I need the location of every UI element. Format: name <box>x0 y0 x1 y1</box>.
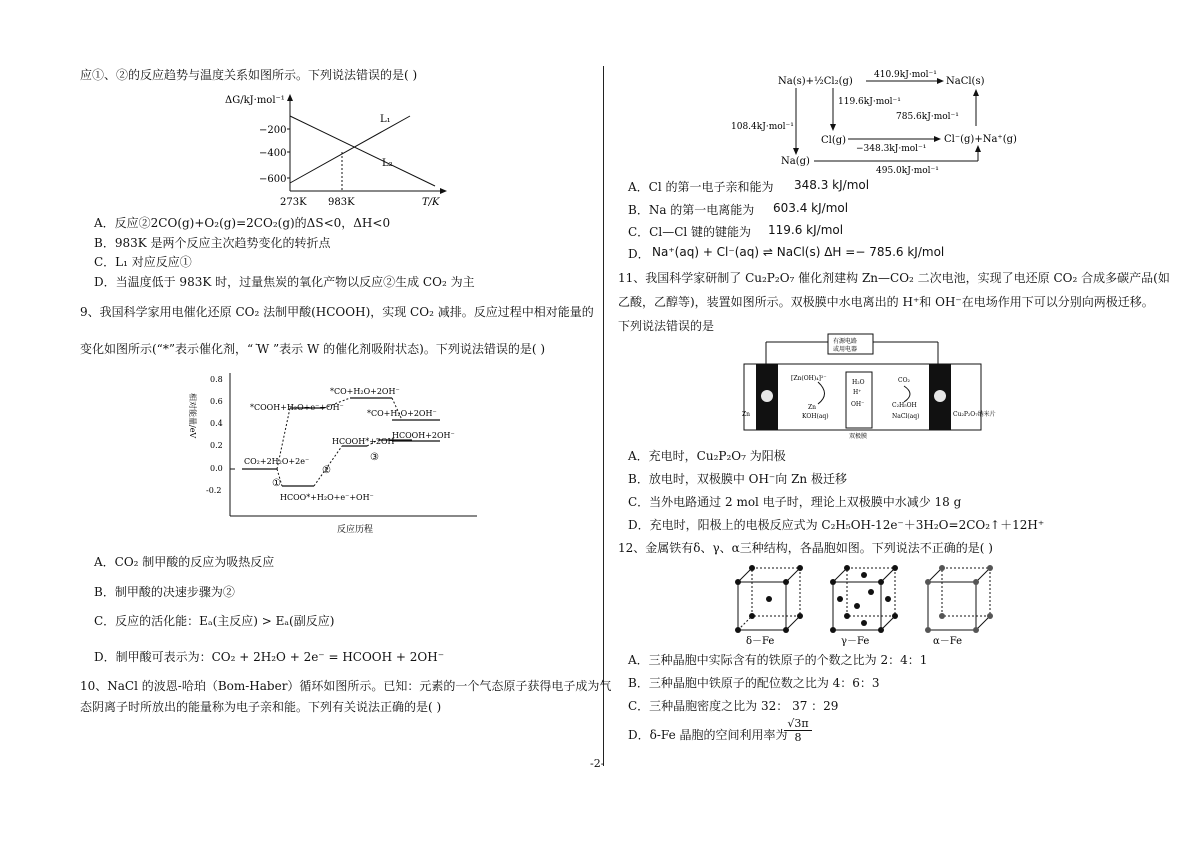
battery-h: H⁺ <box>853 389 862 396</box>
q8-stem: 应①、②的反应趋势与温度关系如图所示。下列说法错误的是( ) <box>80 68 418 82</box>
alpha-fe-cell <box>925 565 993 633</box>
battery-ethanol: C₂H₅OH <box>892 402 917 409</box>
cycle-e1: 410.9kJ·mol⁻¹ <box>874 70 937 80</box>
q12-option-d-fraction <box>784 717 812 744</box>
q9-level-label: CO₂+2H₂O+2e⁻ <box>244 457 310 466</box>
fraction-denominator: 8 <box>794 731 802 744</box>
q9-stem-1: 9、我国科学家用电催化还原 CO₂ 法制甲酸(HCOOH)，实现 CO₂ 减排。反应过程中相对能量的 <box>80 305 594 319</box>
q9-ytick: 0.2 <box>210 441 223 450</box>
q11-stem-2: 乙酸，乙醇等)，装置如图所示。双极膜中水电离出的 H⁺和 OH⁻在电场作用下可以分别向两极迁移。 <box>618 295 1154 309</box>
q10-option-d-label: D． <box>628 247 650 261</box>
q9-chart <box>188 368 492 540</box>
cell-label: γ－Fe <box>841 636 870 647</box>
cell-label: δ－Fe <box>746 636 775 647</box>
cell-label: α－Fe <box>933 636 963 647</box>
q8-l2-label: L₂ <box>382 158 393 169</box>
cycle-e2: 119.6kJ·mol⁻¹ <box>838 97 901 107</box>
battery-zn: Zn <box>808 404 817 411</box>
q10-stem-1: 10、NaCl 的波恩-哈珀（Bom-Haber）循环如图所示。已知：元素的一个气态原子获得电子成为气 <box>80 679 612 693</box>
cycle-nag: Na(g) <box>781 156 810 167</box>
q8-xtick: 273K <box>280 197 307 208</box>
cycle-e3: 785.6kJ·mol⁻¹ <box>896 112 959 122</box>
q8-option-d: D．当温度低于 983K 时，过量焦炭的氧化产物以反应②生成 CO₂ 为主 <box>94 275 475 289</box>
q9-level-label: *CO+H₂O+2OH⁻ <box>367 409 437 418</box>
q8-option-a: A．反应②2CO(g)+O₂(g)=2CO₂(g)的ΔS<0，ΔH<0 <box>94 216 391 230</box>
gamma-fe-cell <box>830 565 898 633</box>
q8-ylabel: ΔG/kJ·mol⁻¹ <box>225 95 285 106</box>
q8-ytick: −400 <box>259 148 287 159</box>
q8-l1-label: L₁ <box>380 114 391 125</box>
q10-stem-2: 态阴离子时所放出的能量称为电子亲和能。下列有关说法正确的是( ) <box>80 700 442 714</box>
q10-option-c-value: 119.6 kJ/mol <box>768 223 844 237</box>
q9-option-b: B．制甲酸的决速步骤为② <box>94 585 235 599</box>
q10-option-b-label: B．Na 的第一电离能为 <box>628 203 755 217</box>
q8-ytick: −600 <box>259 174 287 185</box>
q10-option-a-value: 348.3 kJ/mol <box>794 178 870 192</box>
q9-step-3: ③ <box>370 452 379 463</box>
q9-option-a: A．CO₂ 制甲酸的反应为吸热反应 <box>94 555 275 569</box>
q10-option-a-label: A．Cl 的第一电子亲和能为 <box>628 180 774 194</box>
q11-stem-1: 11、我国科学家研制了 Cu₂P₂O₇ 催化剂建构 Zn—CO₂ 二次电池，实现了电还原 CO₂ 合成多碳产品(如 <box>618 271 1170 285</box>
q11-option-c: C．当外电路通过 2 mol 电子时，理论上双极膜中水减少 18 g <box>628 495 962 509</box>
q9-ytick: 0.6 <box>210 397 223 406</box>
cycle-e5: −348.3kJ·mol⁻¹ <box>856 144 927 154</box>
q10-option-b-value: 603.4 kJ/mol <box>773 201 849 215</box>
crystal-cells <box>728 560 1028 648</box>
q8-ytick: −200 <box>259 125 287 136</box>
q9-option-c: C．反应的活化能：Eₐ(主反应) > Eₐ(副反应) <box>94 614 335 628</box>
q12-option-a: A．三种晶胞中实际含有的铁原子的个数之比为 2：4：1 <box>628 653 928 667</box>
q8-xtick: 983K <box>328 197 355 208</box>
q12-option-b: B．三种晶胞中铁原子的配位数之比为 4：6：3 <box>628 676 880 690</box>
q9-ytick: 0.4 <box>210 419 223 428</box>
battery-zn-complex: [Zn(OH)₄]²⁻ <box>791 375 827 382</box>
q9-level-label: *CO+H₂O+2OH⁻ <box>330 387 400 396</box>
cycle-e6: 495.0kJ·mol⁻¹ <box>876 166 939 176</box>
q10-option-d-value: Na⁺(aq) + Cl⁻(aq) ⇌ NaCl(s) ΔH =− 785.6 kJ/mol <box>652 245 945 259</box>
q8-xlabel: T/K <box>422 197 440 208</box>
q11-stem-3: 下列说法错误的是 <box>618 319 715 333</box>
q8-line-l1 <box>290 116 410 183</box>
q9-ylabel: 相对能量/eV <box>188 393 197 439</box>
battery-co2: CO₂ <box>898 377 910 384</box>
cycle-nacl: NaCl(s) <box>946 76 985 87</box>
q9-level-label: *COOH+H₂O+e⁻+OH⁻ <box>250 403 344 412</box>
battery-diagram <box>736 332 1036 444</box>
cycle-ions: Cl⁻(g)+Na⁺(g) <box>944 134 1017 145</box>
cycle-start: Na(s)+½Cl₂(g) <box>778 76 853 87</box>
battery-membrane: 双极膜 <box>849 433 868 440</box>
battery-top-label-2: 或用电器 <box>833 346 858 353</box>
fraction-numerator: √3π <box>784 717 812 731</box>
column-divider <box>603 66 604 766</box>
born-haber-cycle <box>726 66 1026 178</box>
q9-ytick: -0.2 <box>206 486 222 495</box>
q11-option-d: D．充电时，阳极上的电极反应式为 C₂H₅OH-12e⁻＋3H₂O=2CO₂↑＋12H⁺ <box>628 518 1045 532</box>
cycle-clg: Cl(g) <box>821 135 847 146</box>
battery-h2o: H₂O <box>852 379 865 386</box>
q9-xlabel: 反应历程 <box>337 525 374 535</box>
battery-right-electrode: Cu₂P₂O₇纳米片 <box>953 411 996 418</box>
q9-ytick: 0.0 <box>210 464 223 473</box>
q12-stem: 12、金属铁有δ、γ、α三种结构，各晶胞如图。下列说法不正确的是( ) <box>618 541 993 555</box>
q8-line-l2 <box>290 116 435 186</box>
q9-level-label: HCOO*+H₂O+e⁻+OH⁻ <box>280 493 374 502</box>
q9-ytick: 0.8 <box>210 375 223 384</box>
q11-option-a: A．充电时，Cu₂P₂O₇ 为阳极 <box>628 449 786 463</box>
q9-step-2: ② <box>322 465 331 476</box>
battery-nacl: NaCl(aq) <box>892 413 920 420</box>
q9-stem-2: 变化如图所示(“*”表示催化剂，“ ͘W ”表示 W 的催化剂吸附状态)。下列说法错误的是( ) <box>80 342 546 356</box>
q12-option-c: C．三种晶胞密度之比为 32： 37 ：29 <box>628 699 839 713</box>
battery-left-electrode: Zn <box>742 411 751 418</box>
q11-option-b: B．放电时，双极膜中 OH⁻向 Zn 极迁移 <box>628 472 847 486</box>
battery-top-label: 有源电路 <box>833 338 858 345</box>
q9-level-label: HCOOH+2OH⁻ <box>392 431 455 440</box>
q8-option-c: C．L₁ 对应反应① <box>94 255 192 269</box>
q8-chart <box>225 88 525 213</box>
page-number: -2- <box>590 757 605 770</box>
delta-fe-cell <box>735 565 803 633</box>
battery-koh: KOH(aq) <box>802 413 829 420</box>
q9-option-d: D．制甲酸可表示为：CO₂ + 2H₂O + 2e⁻ = HCOOH + 2OH⁻ <box>94 650 445 664</box>
q8-option-b: B．983K 是两个反应主次趋势变化的转折点 <box>94 236 331 250</box>
cycle-e4: 108.4kJ·mol⁻¹ <box>731 122 794 132</box>
q12-option-d: D．δ-Fe 晶胞的空间利用率为 <box>628 728 788 742</box>
battery-oh: OH⁻ <box>851 401 865 408</box>
q10-option-c-label: C．Cl—Cl 键的键能为 <box>628 225 752 239</box>
q9-step-1: ① <box>272 478 281 489</box>
q9-level-label: HCOOH*+2OH⁻ <box>332 437 399 446</box>
